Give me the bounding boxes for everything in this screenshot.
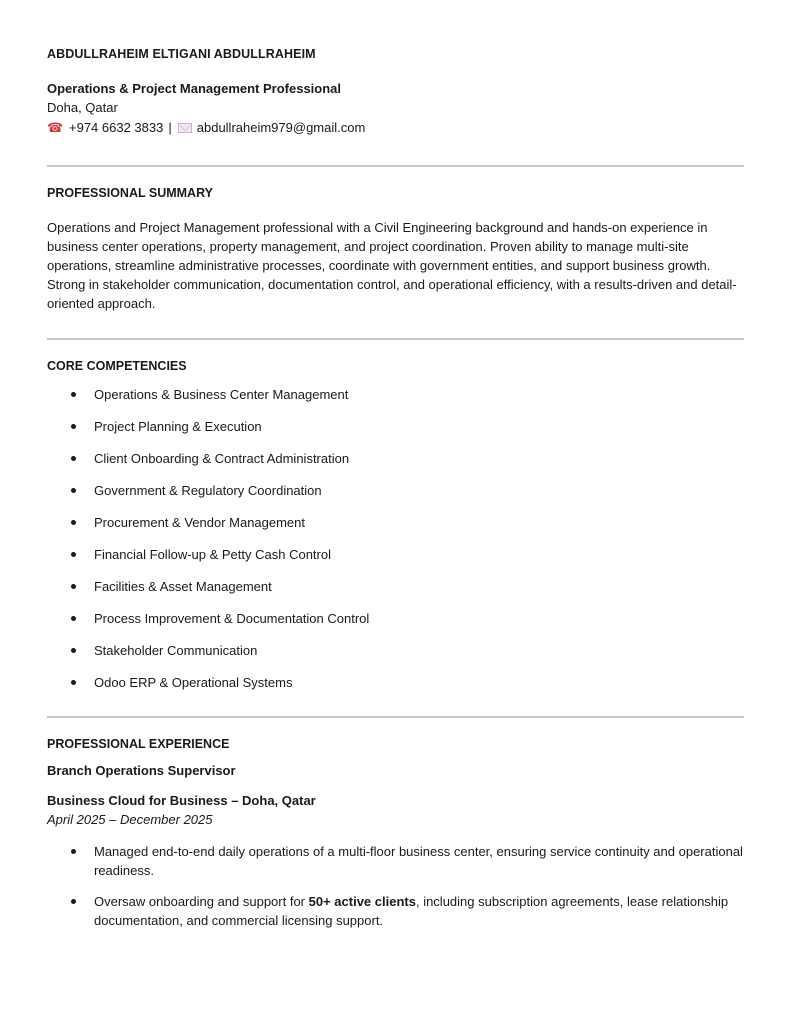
competency-item: Project Planning & Execution — [47, 417, 744, 436]
duty-text: Managed end-to-end daily operations of a multi-floor business center, ensuring service continuity and operational readiness. — [94, 844, 743, 878]
summary-text: Operations and Project Management professional with a Civil Engineering background and hands-on experience in business center operations, property management, and project coordination. Proven ability to manage multi-site operations, streamline administrative processes, coordinate with government entities, and support business growth. Strong in stakeholder communication, documentation control, and operational efficiency, with a results-driven and detail-oriented approach. — [47, 220, 737, 311]
resume-page — [47, 47, 744, 942]
duty-item — [47, 842, 744, 880]
competency-item: Process Improvement & Documentation Control — [47, 609, 744, 628]
experience-heading: PROFESSIONAL EXPERIENCE — [47, 737, 230, 751]
competencies-heading: CORE COMPETENCIES — [47, 359, 187, 373]
location: Doha, Qatar — [47, 100, 118, 115]
envelope-icon — [178, 123, 192, 133]
email-address[interactable]: abdullraheim979@gmail.com — [196, 120, 366, 135]
job-dates: April 2025 – December 2025 — [47, 812, 213, 827]
section-divider — [47, 165, 744, 167]
competency-item: Client Onboarding & Contract Administration — [47, 449, 744, 468]
competency-item: Operations & Business Center Management — [47, 385, 744, 404]
duty-text: , including subscription agreements, lease relationship documentation, and commercial licensing support. — [94, 894, 729, 928]
competency-item: Odoo ERP & Operational Systems — [47, 673, 744, 692]
duty-item — [47, 892, 744, 930]
competency-item: Stakeholder Communication — [47, 641, 744, 660]
competency-item: Procurement & Vendor Management — [47, 513, 744, 532]
candidate-name: ABDULLRAHEIM ELTIGANI ABDULLRAHEIM — [47, 47, 316, 61]
job-company: Business Cloud for Business – Doha, Qatar — [47, 793, 316, 808]
competencies-list — [47, 385, 744, 692]
job-title: Branch Operations Supervisor — [47, 763, 236, 778]
competency-item: Government & Regulatory Coordination — [47, 481, 744, 500]
professional-headline: Operations & Project Management Professional — [47, 81, 342, 96]
phone-number[interactable]: +974 6632 3833 — [69, 120, 164, 135]
duty-text: Oversaw onboarding and support for — [94, 894, 309, 909]
contact-separator: | — [168, 120, 172, 135]
summary-heading: PROFESSIONAL SUMMARY — [47, 186, 213, 200]
job-duties-list — [47, 842, 744, 930]
contact-line — [47, 118, 744, 138]
section-divider — [47, 716, 744, 718]
competency-item: Facilities & Asset Management — [47, 577, 744, 596]
competency-item: Financial Follow-up & Petty Cash Control — [47, 545, 744, 564]
duty-highlight: 50+ active clients — [308, 894, 416, 909]
section-divider — [47, 338, 744, 340]
phone-icon: ☎ — [47, 120, 64, 135]
